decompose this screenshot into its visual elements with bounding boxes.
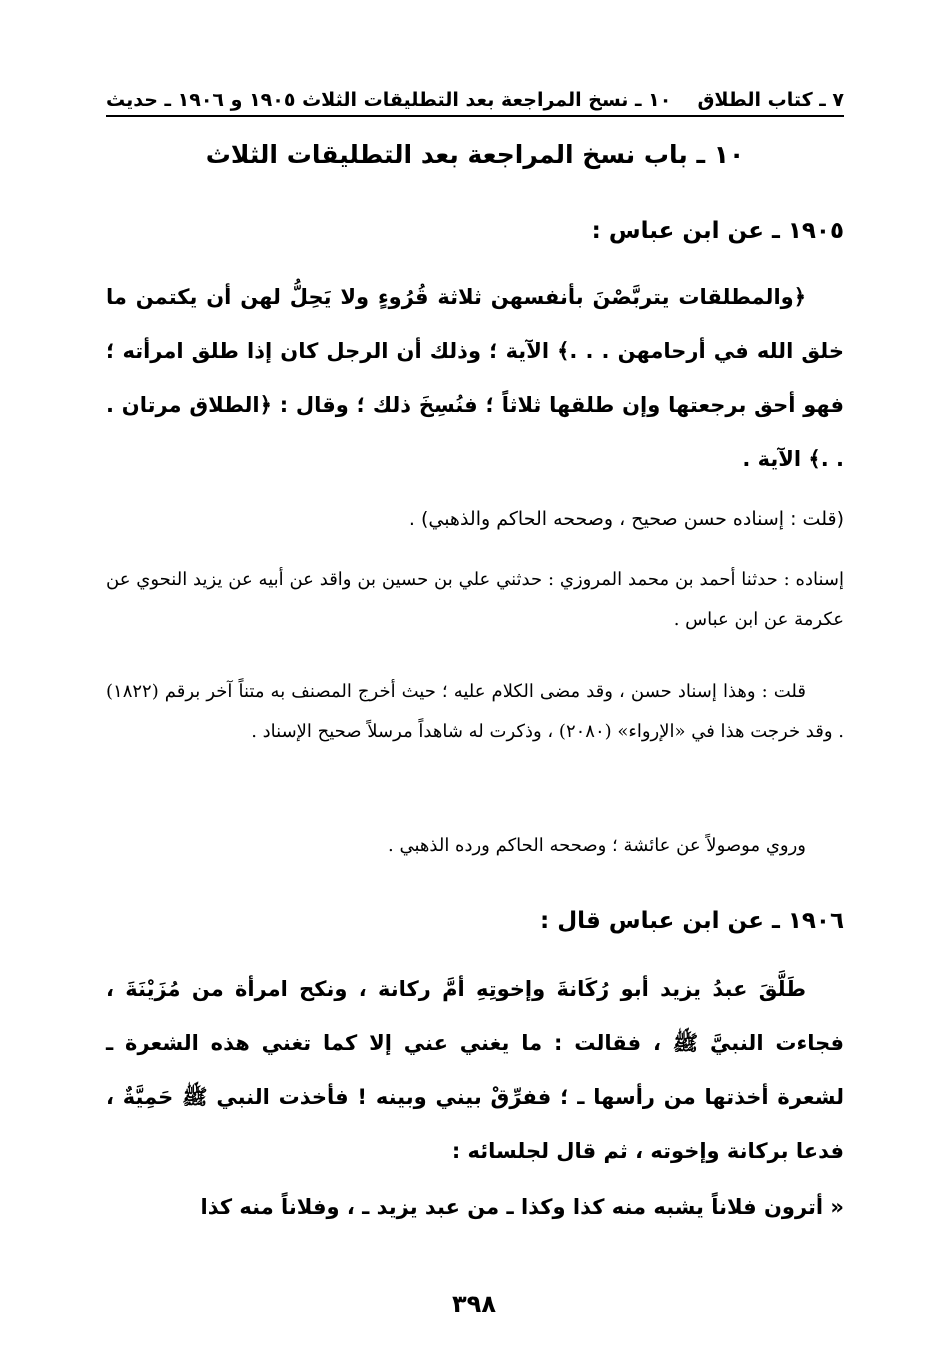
hadith-1905-grading: (قلت : إسناده حسن صحيح ، وصححه الحاكم والذهبي) . — [408, 508, 844, 530]
hadith-1906-heading: ١٩٠٦ ـ عن ابن عباس قال : — [539, 908, 844, 934]
header-rule — [106, 115, 844, 117]
header-book-title: ٧ ـ كتاب الطلاق — [697, 89, 844, 111]
hadith-1906-continuation: « أترون فلاناً يشبه منه كذا وكذا ـ من عبد يزيد ـ ، وفلاناً منه كذا — [200, 1195, 844, 1219]
note-2-text: وروي موصولاً عن عائشة ؛ وصححه الحاكم ورده الذهبي . — [388, 835, 806, 856]
hadith-1906-matn: طَلَّقَ عبدُ يزيد أبو رُكَانةَ وإخوتِهِ أمَّ ركانة ، ونكح امرأة من مُزَيْنَةَ ، فجاءت النبيَّ ﷺ ، فقالت : ما يغني عني إلا كما تغني هذه الشعرة ـ لشعرة أخذتها من رأسها ـ ؛ ففرِّقْ بيني وبينه ! فأخذت النبي ﷺ حَمِيَّةٌ ، فدعا بركانة وإخوته ، ثم قال لجلسائه : — [106, 977, 844, 1163]
note-1-text: قلت : وهذا إسناد حسن ، وقد مضى الكلام عليه ؛ حيث أخرج المصنف به متناً آخر برقم (١٨٢٢) . وقد خرجت هذا في «الإرواء» (٢٠٨٠) ، وذكرت له شاهداً مرسلاً صحيح الإسناد . — [106, 681, 844, 742]
chapter-title: ١٠ ـ باب نسخ المراجعة بعد التطليقات الثلاث — [205, 140, 745, 169]
isnad-text: إسناده : حدثنا أحمد بن محمد المروزي : حدثني علي بن حسين بن واقد عن أبيه عن يزيد النحوي عن عكرمة عن ابن عباس . — [106, 569, 844, 630]
hadith-1905-isnad — [106, 560, 844, 640]
hadith-1905-note-2 — [106, 826, 844, 866]
hadith-1905-note-1 — [106, 672, 844, 752]
hadith-1905-heading: ١٩٠٥ ـ عن ابن عباس : — [591, 218, 844, 244]
hadith-1905-matn: ﴿والمطلقات يتربَّصْنَ بأنفسهن ثلاثة قُرُوءٍ ولا يَحِلُّ لهن أن يكتمن ما خلق الله في أرحامهن . . .﴾ الآية ؛ وذلك أن الرجل كان إذا طلق امرأته ؛ فهو أحق برجعتها وإن طلقها ثلاثاً ؛ فنُسِخَ ذلك ؛ وقال : ﴿الطلاق مرتان . . .﴾ الآية . — [106, 285, 844, 471]
hadith-1905-text — [106, 270, 844, 486]
running-header — [106, 70, 844, 110]
header-chapter-range: ١٠ ـ نسخ المراجعة بعد التطليقات الثلاث ١٩٠٥ و ١٩٠٦ ـ حديث — [106, 89, 672, 111]
page-number: ٣٩٨ — [452, 1290, 496, 1318]
hadith-1906-text — [106, 962, 844, 1178]
